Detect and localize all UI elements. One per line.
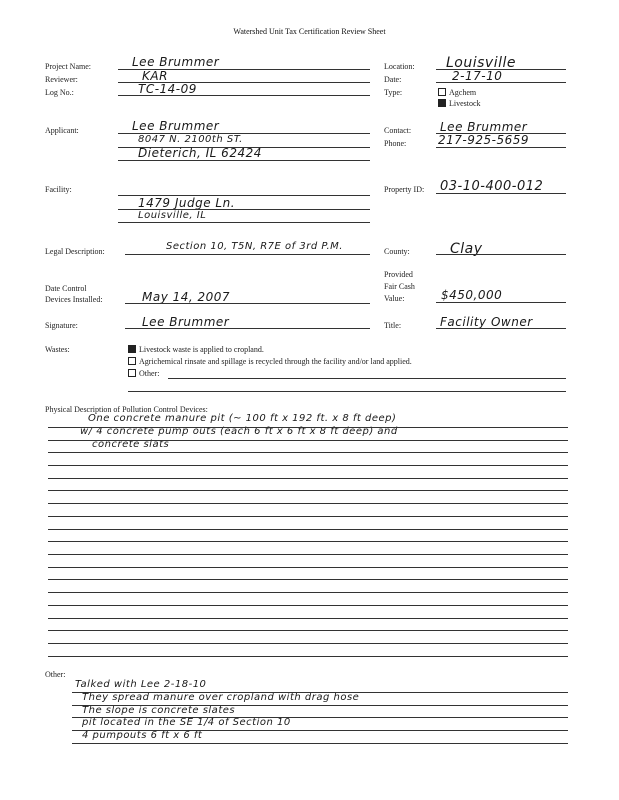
waste-other-checkbox[interactable]: [128, 369, 136, 377]
date-installed-value: May 14, 2007: [142, 290, 231, 304]
waste-other-line-2: [128, 391, 566, 392]
contact-value: Lee Brummer: [440, 120, 528, 134]
applicant-line-3: [118, 160, 370, 161]
property-id-label: Property ID:: [384, 185, 425, 194]
waste-livestock-checkbox[interactable]: [128, 345, 136, 353]
log-no-line: [118, 95, 370, 96]
applicant-address-2: Dieterich, IL 62424: [138, 146, 262, 160]
phone-value: 217-925-5659: [438, 133, 530, 147]
other-note-2: They spread manure over cropland with drag hose: [82, 692, 360, 703]
date-installed-line: [125, 303, 370, 304]
waste-option-other[interactable]: Other:: [128, 369, 159, 378]
physical-description-line-2: w/ 4 concrete pump outs (each 6 ft x 6 ft x 8 ft deep) and: [80, 426, 398, 437]
legal-description-label: Legal Description:: [45, 247, 105, 256]
ruled-line: [48, 427, 568, 428]
property-id-value: 03-10-400-012: [440, 179, 544, 194]
county-line: [436, 254, 566, 255]
property-id-line: [436, 193, 566, 194]
ruled-line: [48, 529, 568, 530]
waste-other-line: [168, 378, 566, 379]
ruled-line: [48, 554, 568, 555]
other-note-1: Talked with Lee 2-18-10: [75, 679, 207, 690]
ruled-line: [48, 567, 568, 568]
ruled-line: [48, 656, 568, 657]
reviewer-value: KAR: [142, 69, 168, 83]
title-label: Title:: [384, 321, 402, 330]
provided-label-3: Value:: [384, 294, 405, 303]
ruled-line: [48, 490, 568, 491]
wastes-label: Wastes:: [45, 345, 70, 354]
title-line: [436, 328, 566, 329]
other-note-3: The slope is concrete slates: [82, 705, 236, 716]
date-label: Date:: [384, 75, 402, 84]
county-value: Clay: [450, 241, 483, 257]
ruled-line: [72, 730, 568, 731]
facility-address-2: Louisville, IL: [138, 210, 207, 221]
other-note-4: pit located in the SE 1/4 of Section 10: [82, 717, 291, 728]
applicant-name: Lee Brummer: [132, 119, 220, 133]
ruled-line: [72, 705, 568, 706]
applicant-address-1: 8047 N. 2100th ST.: [138, 134, 243, 145]
ruled-line: [48, 452, 568, 453]
log-no-label: Log No.:: [45, 88, 74, 97]
signature-line: [125, 328, 370, 329]
ruled-line: [48, 579, 568, 580]
other-note-5: 4 pumpouts 6 ft x 6 ft: [82, 730, 203, 741]
type-livestock-option[interactable]: Livestock: [438, 99, 481, 108]
ruled-line: [48, 592, 568, 593]
log-no-value: TC-14-09: [138, 82, 197, 96]
ruled-line: [72, 692, 568, 693]
ruled-line: [72, 717, 568, 718]
fair-cash-line: [436, 302, 566, 303]
signature-label: Signature:: [45, 321, 78, 330]
waste-option-livestock[interactable]: Livestock waste is applied to cropland.: [128, 345, 264, 354]
livestock-checkbox[interactable]: [438, 99, 446, 107]
ruled-line: [48, 643, 568, 644]
legal-description-value: Section 10, T5N, R7E of 3rd P.M.: [166, 241, 343, 252]
provided-label-1: Provided: [384, 270, 413, 279]
facility-line-3: [118, 222, 370, 223]
reviewer-label: Reviewer:: [45, 75, 78, 84]
ruled-line: [48, 516, 568, 517]
type-agchem-option[interactable]: Agchem: [438, 88, 476, 97]
fair-cash-value: $450,000: [441, 288, 503, 302]
ruled-line: [48, 503, 568, 504]
project-name-label: Project Name:: [45, 62, 91, 71]
other-label: Other:: [45, 670, 66, 679]
location-value: Louisville: [446, 55, 516, 71]
ruled-line: [48, 541, 568, 542]
ruled-line: [72, 743, 568, 744]
signature-value: Lee Brummer: [142, 315, 230, 329]
date-line: [436, 82, 566, 83]
contact-label: Contact:: [384, 126, 412, 135]
document-title: Watershed Unit Tax Certification Review Sheet: [233, 27, 386, 36]
facility-label: Facility:: [45, 185, 72, 194]
waste-option-agrichemical[interactable]: Agrichemical rinsate and spillage is recycled through the facility and/or land applied.: [128, 357, 412, 366]
ruled-line: [48, 440, 568, 441]
type-label: Type:: [384, 88, 403, 97]
date-control-label-2: Devices Installed:: [45, 295, 103, 304]
agchem-checkbox[interactable]: [438, 88, 446, 96]
ruled-line: [48, 630, 568, 631]
ruled-line: [48, 478, 568, 479]
date-value: 2-17-10: [452, 69, 503, 83]
facility-address-1: 1479 Judge Ln.: [138, 196, 236, 210]
legal-description-line: [125, 254, 370, 255]
phone-label: Phone:: [384, 139, 407, 148]
location-label: Location:: [384, 62, 415, 71]
applicant-label: Applicant:: [45, 126, 79, 135]
ruled-line: [48, 465, 568, 466]
provided-label-2: Fair Cash: [384, 282, 415, 291]
waste-agrichemical-checkbox[interactable]: [128, 357, 136, 365]
title-value: Facility Owner: [440, 315, 533, 329]
county-label: County:: [384, 247, 410, 256]
physical-description-label: Physical Description of Pollution Control Devices:: [45, 405, 208, 414]
physical-description-line-3: concrete slats: [92, 439, 170, 450]
project-name-value: Lee Brummer: [132, 55, 220, 69]
phone-line: [436, 147, 566, 148]
physical-description-line-1: One concrete manure pit (~ 100 ft x 192 ft. x 8 ft deep): [88, 413, 397, 424]
ruled-line: [48, 618, 568, 619]
ruled-line: [48, 605, 568, 606]
date-control-label-1: Date Control: [45, 284, 87, 293]
